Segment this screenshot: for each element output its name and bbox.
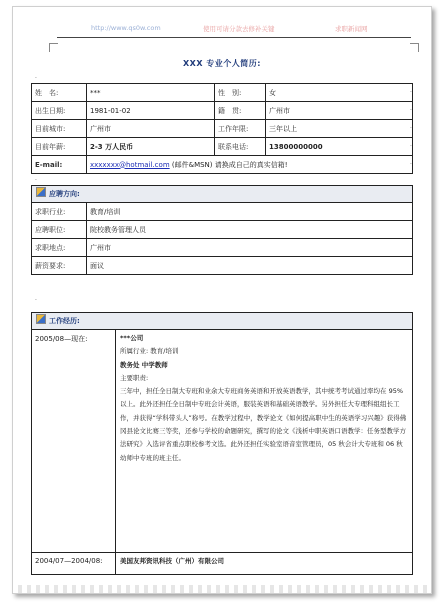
resume-page <box>12 6 432 594</box>
work-section-header <box>31 312 413 330</box>
work-table <box>31 329 413 575</box>
table-row <box>32 102 413 120</box>
job2-company: 美国友邦资讯科技（广州）有限公司 <box>116 553 413 575</box>
row-end-mark: . <box>410 105 412 112</box>
intention-section-header <box>31 185 413 203</box>
basic-info-table <box>31 83 413 174</box>
table-row <box>32 330 413 553</box>
gender-value: 女 <box>266 84 413 102</box>
salary-value: 2-3 万人民币 <box>87 138 215 156</box>
header-url[interactable]: http://www.qs0w.com <box>91 24 161 32</box>
industry-label: 求职行业: <box>32 203 87 221</box>
row-end-mark: . <box>410 159 412 166</box>
city-label: 目前城市: <box>32 120 87 138</box>
crop-mark-top-right <box>410 43 419 52</box>
row-end-mark: . <box>410 141 412 148</box>
table-row <box>32 257 413 275</box>
phone-value: 13800000000 <box>266 138 413 156</box>
name-label: 姓 名: <box>32 84 87 102</box>
table-row <box>32 553 413 575</box>
email-label: E-mail: <box>32 156 87 174</box>
email-cell <box>87 156 413 174</box>
crop-mark-top-left <box>49 43 58 52</box>
header-center-text: 使用可请分款去修补关键 <box>203 25 275 33</box>
page-header <box>13 21 431 37</box>
table-row <box>32 221 413 239</box>
industry-value: 教育/培训 <box>87 203 413 221</box>
job1-duties-label: 主要职责: <box>120 373 149 382</box>
job1-position: 教务处 中学教师 <box>120 360 168 369</box>
table-row <box>32 156 413 174</box>
birth-value: 1981-01-02 <box>87 102 215 120</box>
birth-label: 出生日期: <box>32 102 87 120</box>
row-end-mark: . <box>410 123 412 130</box>
row-end-mark: . <box>410 87 412 94</box>
table-row <box>32 84 413 102</box>
city-value: 广州市 <box>87 120 215 138</box>
paragraph-mark: . <box>35 295 37 302</box>
header-rule <box>57 37 411 38</box>
salary-req-value: 面议 <box>87 257 413 275</box>
job1-industry: 所属行业: 教育/培训 <box>120 347 179 356</box>
years-label: 工作年限: <box>215 120 266 138</box>
email-note: (邮件&MSN) 请换成自己的真实信箱! <box>171 160 288 169</box>
gender-label: 性 别: <box>215 84 266 102</box>
job2-period: 2004/07—2004/08: <box>32 553 116 575</box>
intention-table <box>31 202 413 275</box>
table-row <box>32 138 413 156</box>
table-row <box>32 120 413 138</box>
intention-heading: 应聘方向: <box>49 190 80 198</box>
years-value: 三年以上 <box>266 120 413 138</box>
position-label: 应聘职位: <box>32 221 87 239</box>
paragraph-mark: . <box>35 73 37 80</box>
table-row <box>32 203 413 221</box>
position-value: 院校教务管理人员 <box>87 221 413 239</box>
salary-label: 目前年薪: <box>32 138 87 156</box>
location-value: 广州市 <box>87 239 413 257</box>
job1-period: 2005/08—现在: <box>32 330 116 553</box>
location-label: 求职地点: <box>32 239 87 257</box>
section-bullet-icon <box>36 314 46 324</box>
phone-label: 联系电话: <box>215 138 266 156</box>
origin-value: 广州市 <box>266 102 413 120</box>
table-row <box>32 239 413 257</box>
origin-label: 籍 贯: <box>215 102 266 120</box>
email-link[interactable]: xxxxxxx@hotmail.com <box>90 160 170 169</box>
section-bullet-icon <box>36 187 46 197</box>
header-right-text: 求职新闻网 <box>335 25 368 33</box>
work-heading: 工作经历: <box>49 317 80 325</box>
resume-title: XXX 专业个人简历: <box>183 59 261 68</box>
paragraph-mark: . <box>35 175 37 182</box>
salary-req-label: 薪资要求: <box>32 257 87 275</box>
job1-description: 三年中，担任全日制大专班和业余大专班商务英语和开放英语教学，其中统考考试通过率均在 95%以上。此外还担任全日制中专班会计英语，服装英语和基础英语教学。另外担任大专理科组组长工作，并获得“学科带头人”称号。在教学过程中，教学论文《如何提高职中生的英语学习兴趣》获得佛冈县论文比赛三等奖，还参与学校的命题研究，撰写的论文《浅析中职英语口语教学：任务型教学方法研究》入选评省重点职校参考文选。此外还担任实验室语音室管理员，05 秋会计大专班和 06 秋幼师中专班的班主任。 <box>120 387 407 462</box>
job1-company: ***公司 <box>120 334 144 342</box>
name-value: *** <box>87 84 215 102</box>
job1-details <box>116 330 413 553</box>
